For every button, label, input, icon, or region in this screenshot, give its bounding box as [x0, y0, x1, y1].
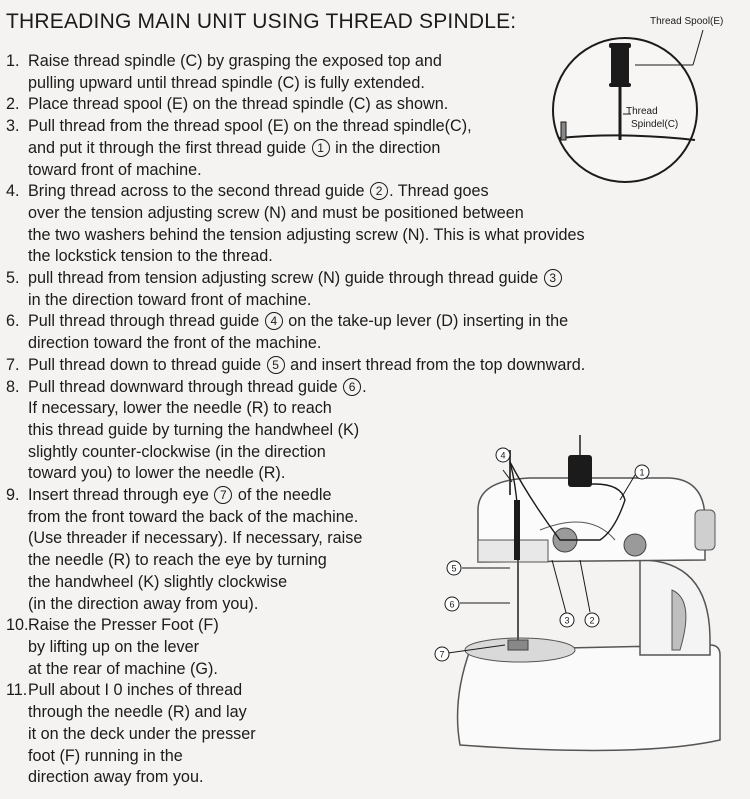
circled-number-icon: 3: [544, 269, 562, 287]
callout-4: [496, 448, 510, 462]
step-text: . Thread goes: [389, 182, 489, 201]
instruction-line: [6, 268, 706, 290]
instruction-line: [6, 311, 706, 333]
step-text: toward you) to lower the needle (R).: [28, 464, 286, 483]
instruction-line: [6, 225, 706, 247]
step-text: in the direction: [330, 138, 441, 157]
circled-number-icon: 2: [370, 182, 388, 200]
thread-spindle-label-line2: Spindel(C): [631, 119, 679, 130]
step-number: 6.: [6, 312, 20, 331]
step-text: at the rear of machine (G).: [28, 659, 218, 678]
step-number: 4.: [6, 182, 20, 201]
handwheel-icon: [695, 510, 715, 550]
step-text: pull thread from tension adjusting screw (N) guide through thread guide: [28, 269, 543, 288]
step-text: in the direction toward front of machine.: [28, 290, 312, 309]
step-text: (Use threader if necessary). If necessary, raise: [28, 529, 363, 548]
step-text: the lockstick tension to the thread.: [28, 247, 273, 266]
step-text: the two washers behind the tension adjusting screw (N). This is what provides: [28, 225, 585, 244]
step-text: Insert thread through eye: [28, 486, 214, 505]
callout-3: [560, 613, 574, 627]
step-text: Raise thread spindle (C) by grasping the exposed top and: [28, 52, 442, 70]
instruction-step: [6, 355, 706, 377]
needle-head: [478, 540, 548, 562]
instruction-line: [6, 767, 706, 789]
step-number: 2.: [6, 95, 20, 114]
circled-number-icon: 1: [312, 139, 330, 157]
page-title: THREADING MAIN UNIT USING THREAD SPINDLE:: [6, 10, 517, 33]
step-text: pulling upward until thread spindle (C) is fully extended.: [28, 73, 425, 92]
callout-6-label: 6: [449, 599, 455, 610]
step-text: .: [362, 377, 367, 396]
callout-6: [445, 597, 459, 611]
step-text: Pull thread from the thread spool (E) on the thread spindle(C),: [28, 117, 472, 136]
step-text: by lifting up on the lever: [28, 637, 199, 656]
instruction-line: [6, 377, 706, 399]
machine-thread-spool-icon: [568, 455, 592, 487]
callout-4-label: 4: [500, 450, 506, 461]
step-text: toward front of machine.: [28, 160, 202, 179]
step-number: 7.: [6, 355, 20, 374]
step-text: over the tension adjusting screw (N) and must be positioned between: [28, 203, 524, 222]
step-text: If necessary, lower the needle (R) to reach: [28, 399, 332, 418]
callout-1: [635, 465, 649, 479]
thread-spindle-label-line1: Thread: [626, 106, 658, 117]
step-number: 5.: [6, 269, 20, 288]
step-number: 3.: [6, 117, 20, 136]
selector-knob-icon: [624, 534, 646, 556]
sewing-machine-illustration: [440, 440, 745, 770]
step-text: slightly counter-clockwise (in the direction: [28, 442, 326, 461]
step-text: direction away from you.: [28, 768, 204, 787]
thread-spindle-diagram: [545, 10, 750, 195]
instruction-step: [6, 311, 706, 354]
instruction-line: [6, 246, 706, 268]
step-text: this thread guide by turning the handwheel (K): [28, 420, 360, 439]
step-text: Pull thread downward through thread guide: [28, 377, 343, 396]
circled-number-icon: 4: [265, 312, 283, 330]
step-text: Pull thread down to thread guide: [28, 355, 266, 374]
step-text: Pull about I 0 inches of thread: [28, 681, 243, 700]
thread-spool-label: Thread Spool(E): [650, 16, 724, 27]
callout-3-label: 3: [564, 615, 570, 626]
circled-number-icon: 6: [343, 378, 361, 396]
instruction-line: [6, 290, 706, 312]
instruction-line: [6, 333, 706, 355]
instruction-line: [6, 398, 706, 420]
callout-5: [447, 561, 461, 575]
step-number: 11.: [6, 681, 28, 700]
step-text: Pull thread through thread guide: [28, 312, 264, 331]
instruction-line: [6, 355, 706, 377]
step-text: from the front toward the back of the machine.: [28, 507, 359, 526]
callout-5-label: 5: [451, 563, 457, 574]
step-text: Bring thread across to the second thread guide: [28, 182, 370, 201]
needle-bar: [514, 500, 520, 560]
step-text: Place thread spool (E) on the thread spindle (C) as shown.: [28, 95, 449, 114]
step-text: through the needle (R) and lay: [28, 703, 247, 722]
step-text: on the take-up lever (D) inserting in the: [283, 312, 569, 331]
callout-2: [585, 613, 599, 627]
callout-7-label: 7: [439, 649, 445, 660]
step-text: Raise the Presser Foot (F): [28, 616, 219, 635]
step-text: (in the direction away from you).: [28, 594, 259, 613]
instruction-step: [6, 268, 706, 311]
step-text: and insert thread from the top downward.: [285, 355, 586, 374]
presser-foot-icon: [508, 640, 528, 650]
step-number: 9.: [6, 486, 20, 505]
instruction-line: [6, 420, 706, 442]
callout-7: [435, 647, 449, 661]
step-text: it on the deck under the presser: [28, 724, 256, 743]
step-text: foot (F) running in the: [28, 746, 183, 765]
step-text: direction toward the front of the machine.: [28, 334, 322, 353]
thread-spool-icon: [611, 45, 629, 85]
step-text: and put it through the first thread guide: [28, 138, 311, 157]
step-number: 10.: [6, 616, 29, 635]
circled-number-icon: 5: [267, 356, 285, 374]
instruction-line: [6, 203, 706, 225]
step-text: the handwheel (K) slightly clockwise: [28, 572, 288, 591]
callout-1-label: 1: [639, 467, 645, 478]
step-number: 8.: [6, 377, 20, 396]
step-number: 1.: [6, 52, 20, 70]
callout-2-label: 2: [589, 615, 595, 626]
step-text: of the needle: [233, 486, 332, 505]
step-text: the needle (R) to reach the eye by turning: [28, 551, 327, 570]
circled-number-icon: 7: [214, 486, 232, 504]
